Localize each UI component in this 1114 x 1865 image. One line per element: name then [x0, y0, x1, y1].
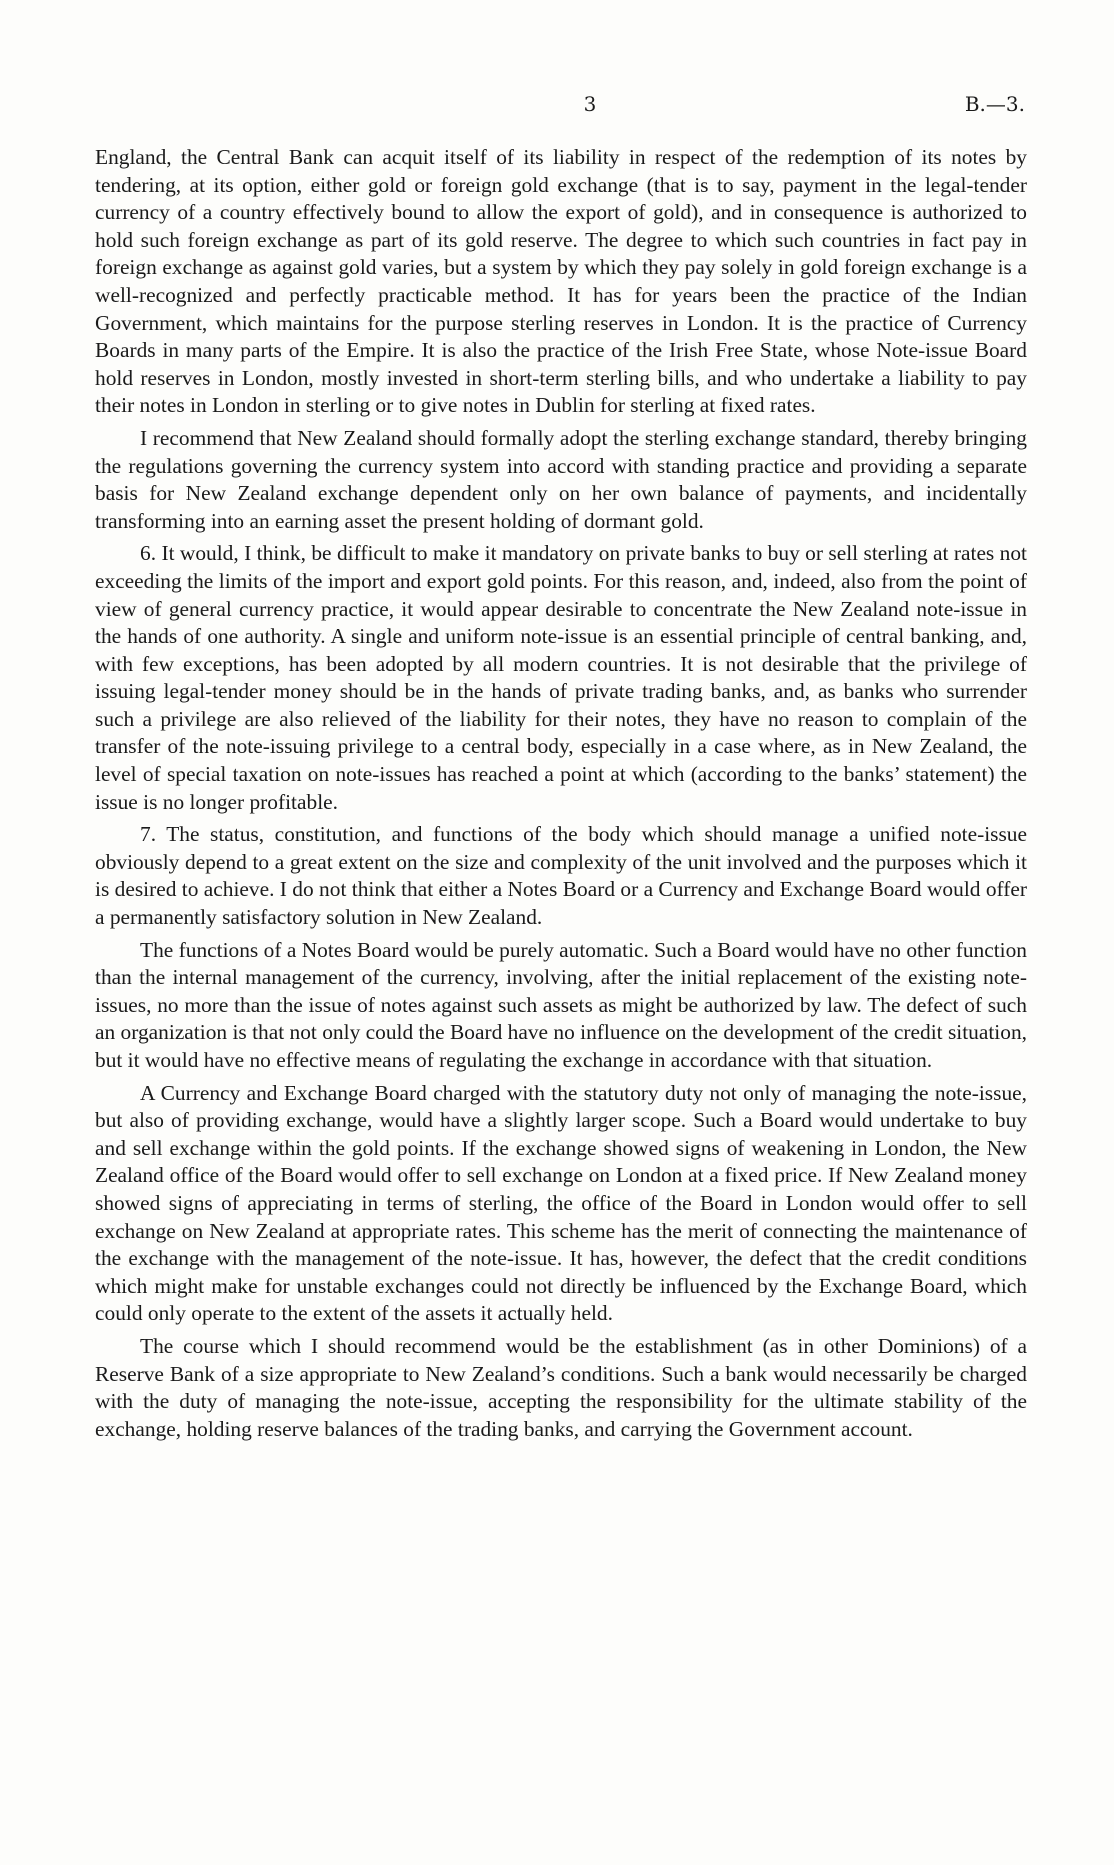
body-text: [95, 144, 1027, 1448]
paragraph-6: 6. It would, I think, be difficult to make it mandatory on private banks to buy or sell sterling at rates not exceeding the limits of the import and export gold points. For this reason, and, indeed, also from the point of view of general currency practice, it would appear desirable to concentrate the New Zealand note-issue in the hands of one authority. A single and uniform note-issue is an essential principle of central banking, and, with few exceptions, has been adopted by all modern countries. It is not desirable that the privilege of issuing legal-tender money should be in the hands of private trading banks, and, as banks who surrender such a privilege are also relieved of the liability for their notes, they have no reason to complain of the transfer of the note-issuing privilege to a central body, especially in a case where, as in New Zealand, the level of special taxation on note-issues has reached a point at which (according to the banks’ statement) the issue is no longer profitable.: [95, 541, 1027, 814]
paragraph-recommendation-sterling: I recommend that New Zealand should formally adopt the sterling exchange standard, thereby bringing the regulations governing the currency system into accord with standing practice and providing a separate basis for New Zealand exchange dependent only on her own balance of payments, and incidentally transforming into an earning asset the present holding of dormant gold.: [95, 425, 1027, 533]
paragraph-7: 7. The status, constitution, and functions of the body which should manage a unified note-issue obviously depend to a great extent on the size and complexity of the unit involved and the purposes which it is desired to achieve. I do not think that either a Notes Board or a Currency and Exchange Board would offer a permanently satisfactory solution in New Zealand.: [95, 822, 1027, 930]
paragraph-notes-board: The functions of a Notes Board would be purely automatic. Such a Board would have no other function than the internal management of the currency, involving, after the initial replacement of the existing note-issues, no more than the issue of notes against such assets as might be authorized by law. The defect of such an organization is that not only could the Board have no influence on the development of the credit situation, but it would have no effective means of regulating the exchange in accordance with that situation.: [95, 937, 1027, 1072]
page-number: 3: [583, 92, 597, 116]
paragraph-currency-exchange-board: A Currency and Exchange Board charged with the statutory duty not only of managing the note-issue, but also of providing exchange, would have a slightly larger scope. Such a Board would undertake to buy and sell exchange within the gold points. If the exchange showed signs of weakening in London, the New Zealand office of the Board would offer to sell exchange on London at a fixed price. If New Zealand money showed signs of appreciating in terms of sterling, the office of the Board in London would offer to sell exchange on New Zealand at appropriate rates. This scheme has the merit of connecting the maintenance of the exchange with the management of the note-issue. It has, however, the defect that the credit conditions which might make for unstable exchanges could not directly be influenced by the Exchange Board, which could only operate to the extent of the assets it actually held.: [95, 1080, 1027, 1326]
document-reference: B.—3.: [964, 92, 1025, 116]
page-header: [155, 92, 1025, 126]
paragraph-continuation: England, the Central Bank can acquit itself of its liability in respect of the redemption of its notes by tendering, at its option, either gold or foreign gold exchange (that is to say, payment in the legal-tender currency of a country effectively bound to allow the export of gold), and in consequence is authorized to hold such foreign exchange as part of its gold reserve. The degree to which such countries in fact pay in foreign exchange as against gold varies, but a system by which they pay solely in gold foreign exchange is a well-recognized and perfectly practicable method. It has for years been the practice of the Indian Government, which maintains for the purpose sterling reserves in London. It is the practice of Currency Boards in many parts of the Empire. It is also the practice of the Irish Free State, whose Note-issue Board hold reserves in London, mostly invested in short-term sterling bills, and who undertake a liability to pay their notes in London in sterling or to give notes in Dublin for sterling at fixed rates.: [95, 145, 1027, 418]
paragraph-reserve-bank: The course which I should recommend would be the establishment (as in other Dominions) of a Reserve Bank of a size appropriate to New Zealand’s conditions. Such a bank would necessarily be charged with the duty of managing the note-issue, accepting the responsibility for the ultimate stability of the exchange, holding reserve balances of the trading banks, and carrying the Government account.: [95, 1333, 1027, 1441]
